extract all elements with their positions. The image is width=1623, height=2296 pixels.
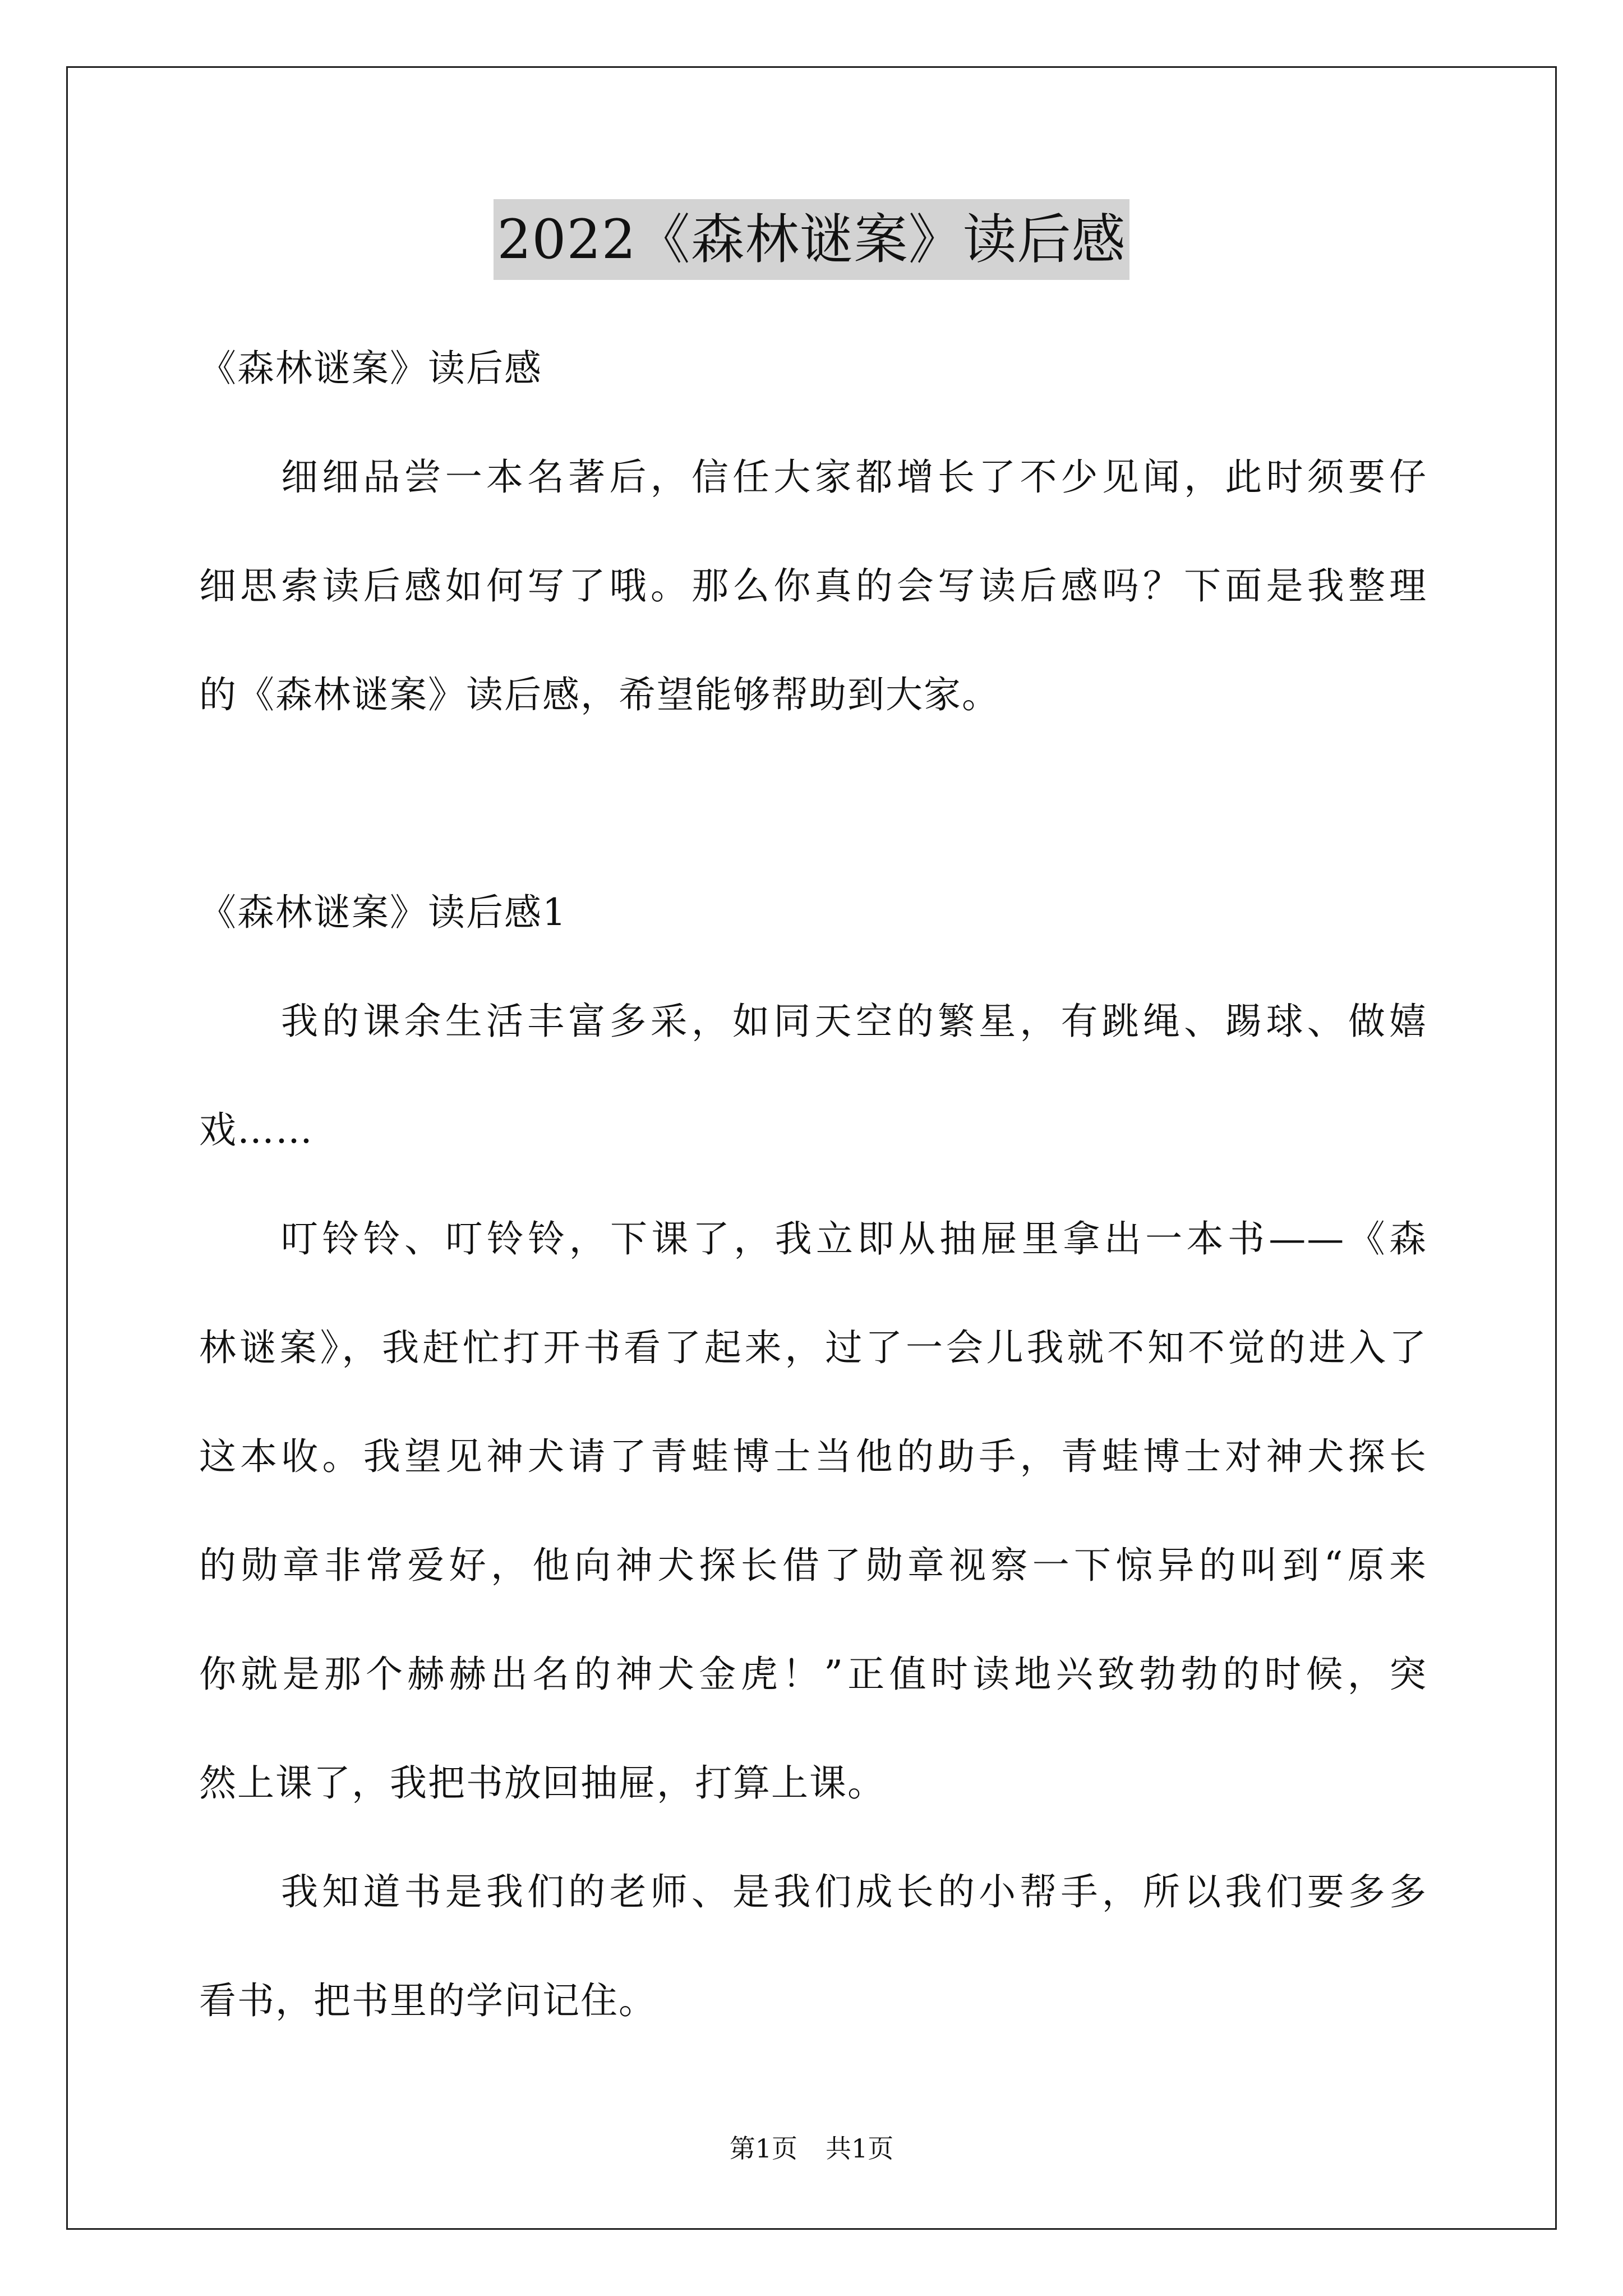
paragraph-line: 然上课了，我把书放回抽屉，打算上课。 [199, 1761, 886, 1805]
paragraph-line: 叮铃铃、叮铃铃，下课了，我立即从抽屉里拿出一本书——《森 [281, 1217, 1427, 1260]
paragraph-line: 你就是那个赫赫出名的神犬金虎！”正值时读地兴致勃勃的时候，突 [199, 1653, 1427, 1696]
title-area [0, 199, 1623, 280]
paragraph-line: 林谜案》，我赶忙打开书看了起来，过了一会儿我就不知不觉的进入了 [199, 1326, 1427, 1369]
paragraph-line: 我知道书是我们的老师、是我们成长的小帮手，所以我们要多多 [281, 1870, 1427, 1913]
intro-line: 的《森林谜案》读后感，希望能够帮助到大家。 [199, 673, 1000, 716]
paragraph-line: 我的课余生活丰富多采，如同天空的繁星，有跳绳、踢球、做嬉 [281, 1000, 1427, 1043]
paragraph-line: 的勋章非常爱好，他向神犬探长借了勋章视察一下惊异的叫到“原来 [199, 1544, 1427, 1587]
document-body [199, 314, 1427, 2055]
subtitle: 《森林谜案》读后感 [199, 347, 542, 390]
section-heading: 《森林谜案》读后感1 [199, 891, 567, 934]
intro-line: 细思索读后感如何写了哦。那么你真的会写读后感吗？下面是我整理 [199, 564, 1427, 608]
spacer [199, 749, 1427, 858]
page-number: 第1页 [729, 2133, 797, 2164]
paragraph-line: 看书，把书里的学问记住。 [199, 1979, 657, 2022]
paragraph-line: 这本收。我望见神犬请了青蛙博士当他的助手，青蛙博士对神犬探长 [199, 1435, 1427, 1478]
document-title: 2022《森林谜案》读后感 [494, 199, 1129, 280]
page-total: 共1页 [826, 2133, 894, 2164]
paragraph-line: 戏…… [199, 1108, 313, 1152]
intro-line: 细细品尝一本名著后，信任大家都增长了不少见闻，此时须要仔 [281, 455, 1427, 499]
page-footer [0, 2132, 1623, 2165]
